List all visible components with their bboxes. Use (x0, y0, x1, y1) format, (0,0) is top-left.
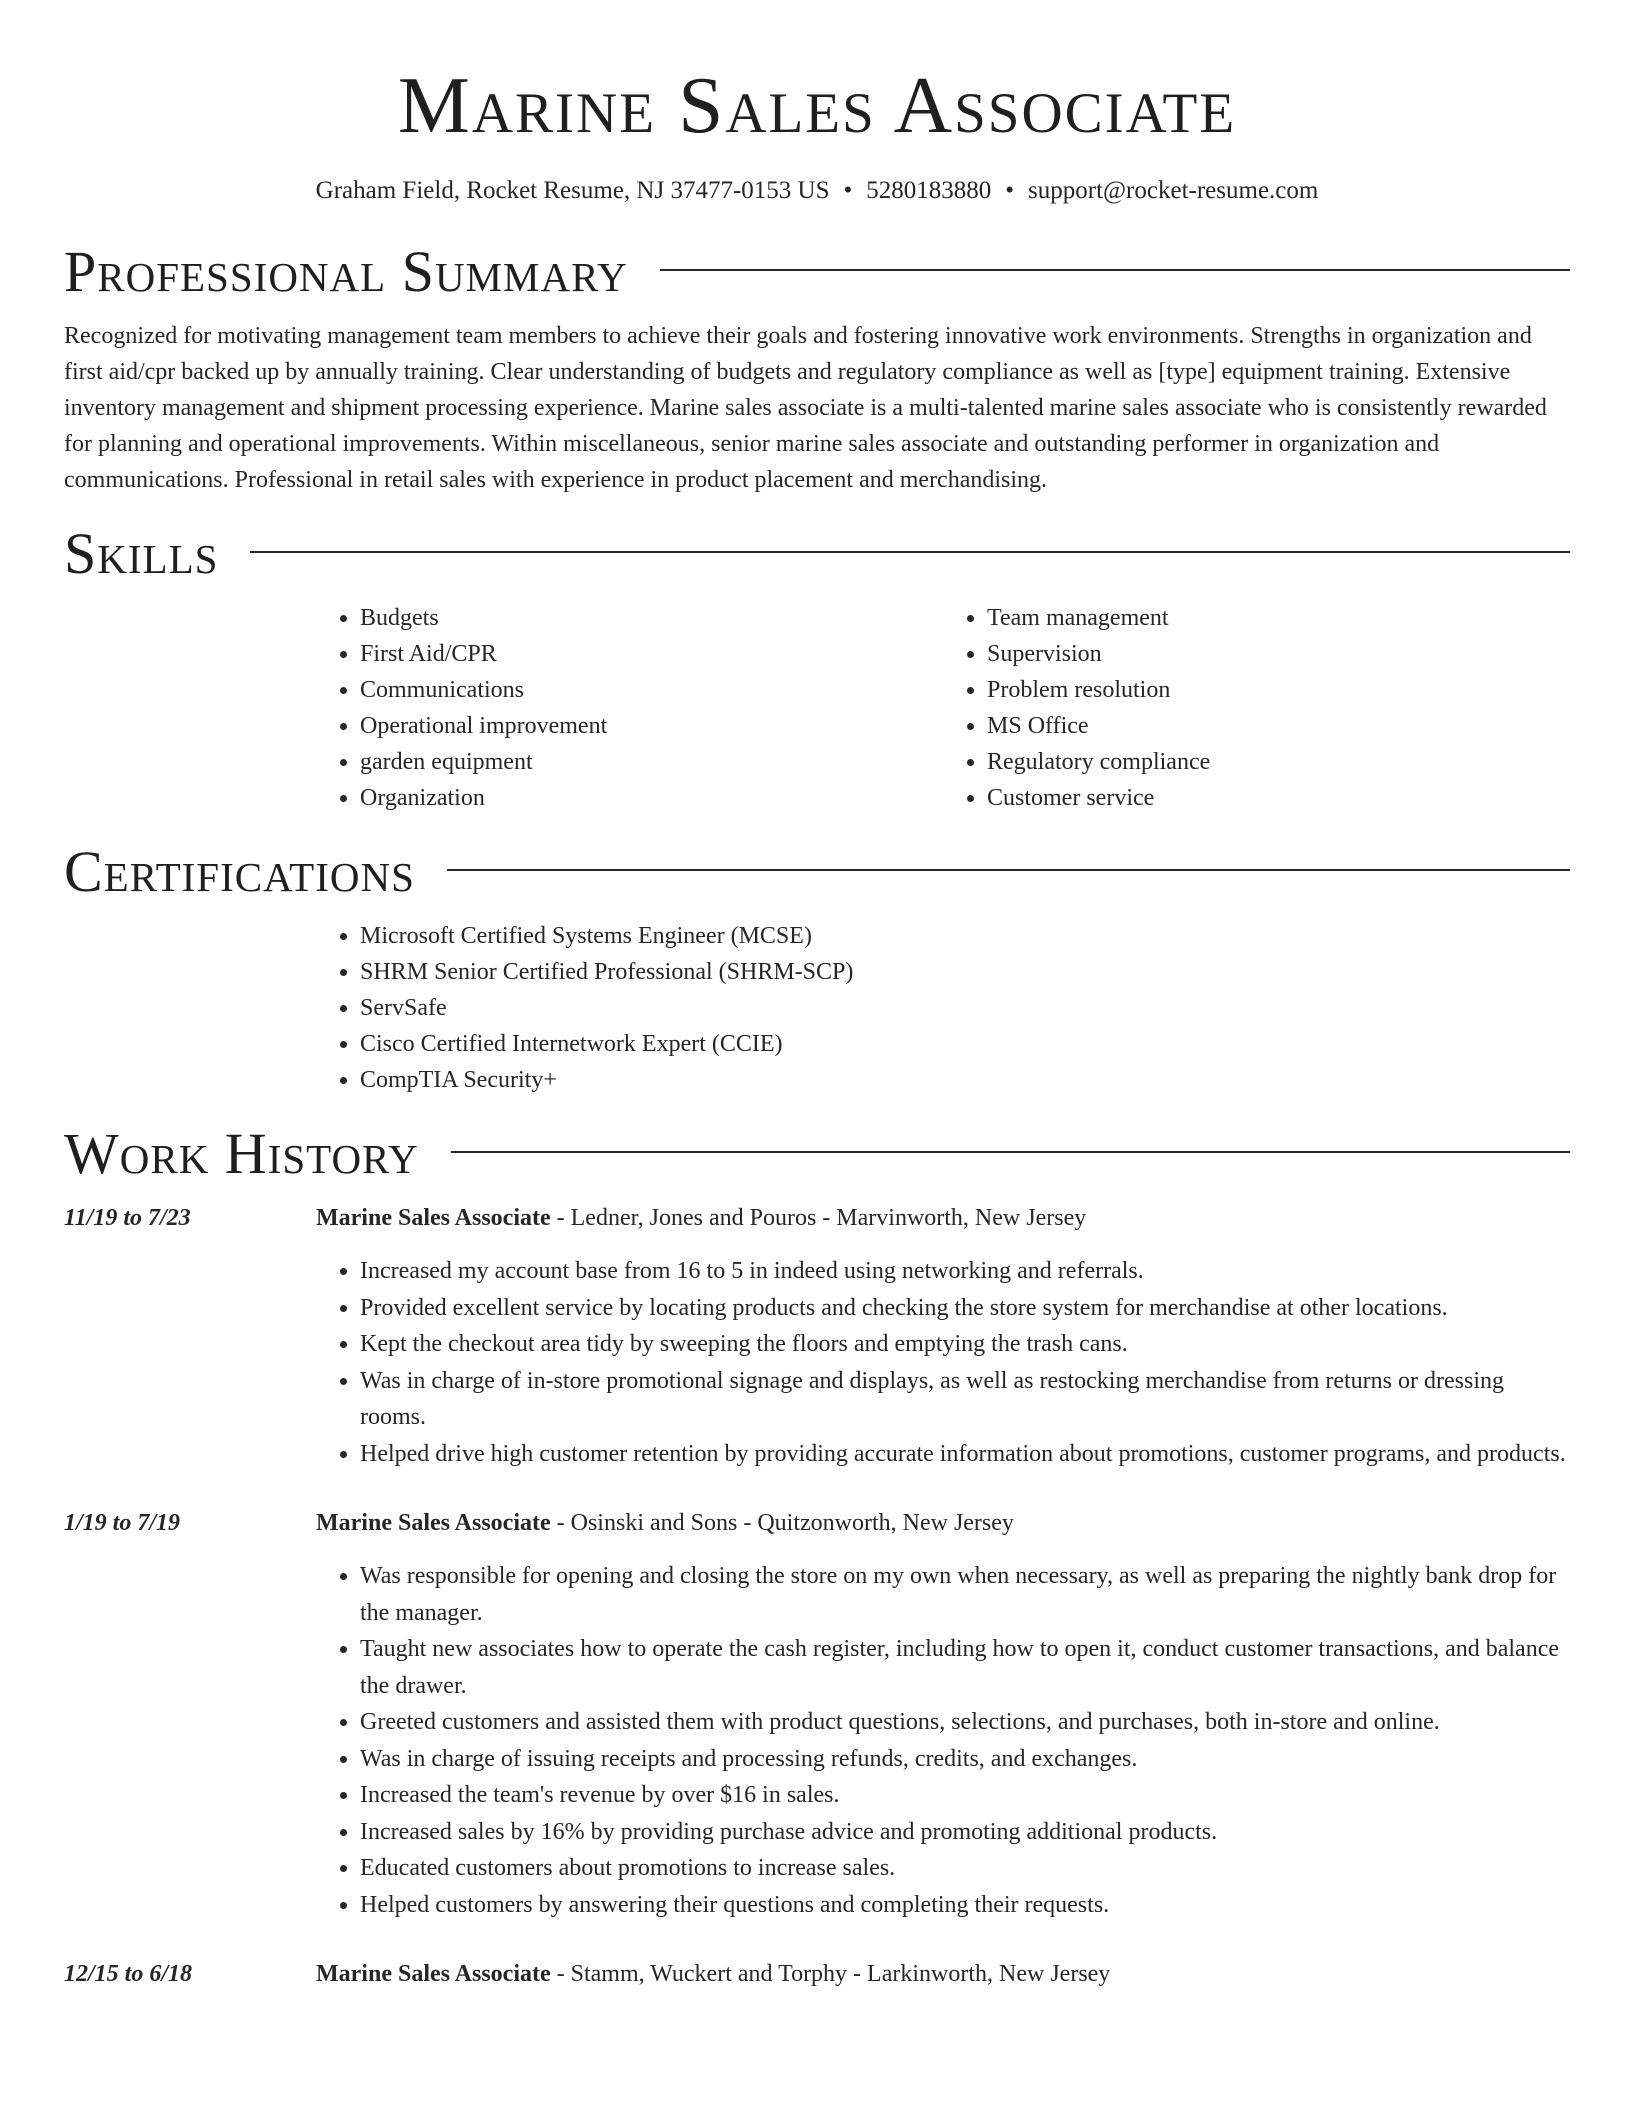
skill-item: • Supervision (987, 636, 1570, 672)
skill-item: • Problem resolution (987, 672, 1570, 708)
job-duty-item: • Was responsible for opening and closing the store on my own when necessary, as well as preparing the nightly bank drop for the manager. (360, 1558, 1570, 1631)
resume-title: Marine Sales Associate (397, 60, 1237, 150)
skill-item: • Customer service (987, 780, 1570, 816)
skills-heading: Skills (64, 521, 219, 586)
certifications-heading: Certifications (64, 839, 415, 904)
skills-column-right (943, 600, 1570, 816)
skill-item: • First Aid/CPR (360, 636, 943, 672)
skill-item: • Team management (987, 600, 1570, 636)
job-header (64, 1505, 1570, 1541)
job-duty-item: • Kept the checkout area tidy by sweeping the floors and emptying the trash cans. (360, 1326, 1570, 1363)
contact-address: Graham Field, Rocket Resume, NJ 37477-0153 US (315, 177, 830, 204)
skill-item: • garden equipment (360, 744, 943, 780)
job-duty-item: • Increased the team's revenue by over $16 in sales. (360, 1777, 1570, 1814)
job-dates: 12/15 to 6/18 (64, 1961, 193, 1987)
resume-page (64, 0, 1570, 1992)
certifications-items (316, 918, 1570, 1098)
job-dates: 11/19 to 7/23 (64, 1205, 191, 1231)
certifications-list (316, 918, 1570, 1098)
skill-item: • Communications (360, 672, 943, 708)
job-title: Marine Sales Associate (316, 1205, 551, 1231)
job-duties (316, 1558, 1570, 1923)
contact-line (64, 176, 1570, 206)
job-entry (64, 1956, 1570, 1992)
certifications-section-header (64, 840, 1570, 904)
section-divider (250, 551, 1570, 553)
skill-item: • Budgets (360, 600, 943, 636)
job-employer-location: - Osinski and Sons - Quitzonworth, New Jersey (550, 1510, 1014, 1536)
section-divider (447, 869, 1570, 871)
job-duty-item: • Was in charge of issuing receipts and processing refunds, credits, and exchanges. (360, 1741, 1570, 1778)
job-entry (64, 1200, 1570, 1472)
work-history-section-header (64, 1122, 1570, 1186)
job-title-line (316, 1505, 1014, 1541)
job-title: Marine Sales Associate (316, 1510, 551, 1536)
summary-text: Recognized for motivating management team members to achieve their goals and fostering innovative work environments. Strengths in organization and first aid/cpr backed up by annually training. Clear understanding of budgets and regulatory compliance as well as [type] equipment training. Extensive inventory management and shipment processing experience. Marine sales associate is a multi-talented marine sales associate who is consistently rewarded for planning and operational improvements. Within miscellaneous, senior marine sales associate and outstanding performer in organization and communications. Professional in retail sales with experience in product placement and merchandising. (64, 323, 1547, 493)
skills-section-header (64, 522, 1570, 586)
job-title: Marine Sales Associate (316, 1961, 551, 1987)
section-divider (660, 269, 1570, 271)
summary-heading: Professional Summary (64, 239, 628, 304)
certification-item: • CompTIA Security+ (360, 1062, 1570, 1098)
job-employer-location: - Ledner, Jones and Pouros - Marvinworth, New Jersey (550, 1205, 1087, 1231)
job-header (64, 1200, 1570, 1236)
job-duty-item: • Educated customers about promotions to increase sales. (360, 1850, 1570, 1887)
job-title-line (316, 1200, 1086, 1236)
job-duty-item: • Helped drive high customer retention by providing accurate information about promotions, customer programs, and products. (360, 1436, 1570, 1473)
job-title-line (316, 1956, 1110, 1992)
skill-item: • Operational improvement (360, 708, 943, 744)
skills-list (316, 600, 1570, 816)
job-duty-item: • Increased sales by 16% by providing purchase advice and promoting additional products. (360, 1814, 1570, 1851)
job-employer-location: - Stamm, Wuckert and Torphy - Larkinworth, New Jersey (550, 1961, 1111, 1987)
certification-item: • Cisco Certified Internetwork Expert (CCIE) (360, 1026, 1570, 1062)
skill-item: • Regulatory compliance (987, 744, 1570, 780)
job-duty-item: • Greeted customers and assisted them with product questions, selections, and purchases, both in-store and online. (360, 1704, 1570, 1741)
job-duty-item: • Provided excellent service by locating products and checking the store system for merchandise at other locations. (360, 1290, 1570, 1327)
job-entry (64, 1505, 1570, 1923)
job-duty-item: • Was in charge of in-store promotional signage and displays, as well as restocking merchandise from returns or dressing rooms. (360, 1363, 1570, 1436)
contact-phone: 5280183880 (866, 177, 992, 204)
section-divider (451, 1151, 1570, 1153)
job-header (64, 1956, 1570, 1992)
job-duty-item: • Helped customers by answering their questions and completing their requests. (360, 1887, 1570, 1924)
contact-separator: • (843, 177, 853, 204)
skill-item: • MS Office (987, 708, 1570, 744)
job-dates: 1/19 to 7/19 (64, 1510, 181, 1536)
job-duty-item: • Taught new associates how to operate the cash register, including how to open it, conduct customer transactions, and balance the drawer. (360, 1631, 1570, 1704)
skill-item: • Organization (360, 780, 943, 816)
contact-email: support@rocket-resume.com (1028, 177, 1319, 204)
contact-separator: • (1005, 177, 1015, 204)
certification-item: • ServSafe (360, 990, 1570, 1026)
summary-section-header (64, 240, 1570, 304)
certification-item: • SHRM Senior Certified Professional (SHRM-SCP) (360, 954, 1570, 990)
job-duty-item: • Increased my account base from 16 to 5 in indeed using networking and referrals. (360, 1253, 1570, 1290)
certification-item: • Microsoft Certified Systems Engineer (MCSE) (360, 918, 1570, 954)
skills-column-left (316, 600, 943, 816)
job-duties (316, 1253, 1570, 1472)
work-history-heading: Work History (64, 1121, 419, 1186)
work-history-list (64, 1200, 1570, 1992)
